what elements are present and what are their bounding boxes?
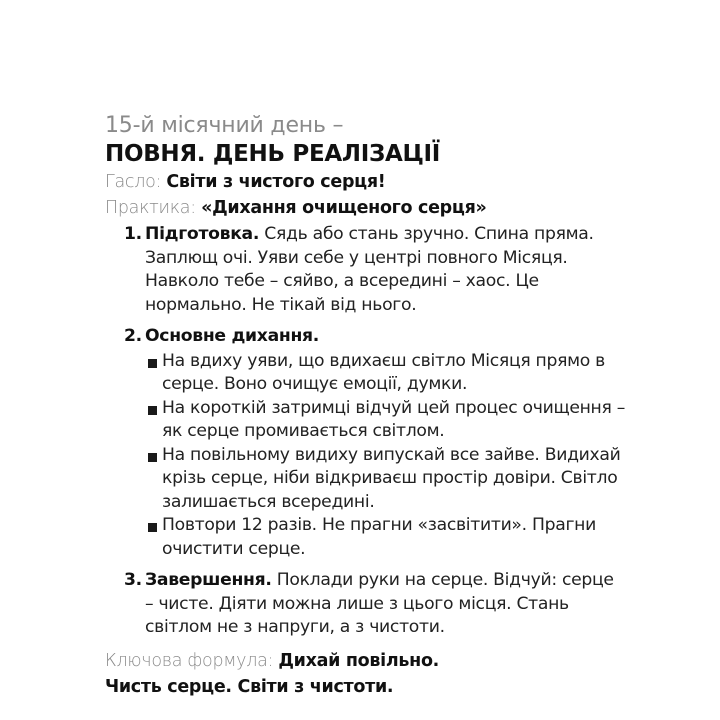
formula-line-2: Чисть серце. Світи з чистоти.: [105, 676, 394, 697]
list-item: На вдиху уяви, що вдихаєш світло Місяця прямо в серце. Воно очищує емоції, думки.: [145, 350, 625, 397]
steps-list: [105, 223, 625, 640]
step-main-breathing: [105, 325, 625, 561]
step-number: 2.: [124, 326, 142, 346]
practice-line: [105, 195, 625, 221]
step-number: 3.: [124, 570, 142, 590]
list-item: На короткій затримці відчуй цей процес очищення – як серце промивається світлом.: [145, 397, 625, 444]
step-title: Основне дихання.: [145, 326, 319, 346]
square-bullet-icon: [148, 406, 157, 415]
step-text: Поклади руки на серце. Відчуй: серце – чисте. Діяти можна лише з цього місця. Стань світлом не з напруги, а з чистоти.: [145, 570, 614, 637]
square-bullet-icon: [148, 453, 157, 462]
breathing-bullets: [145, 350, 625, 562]
step-title: Підготовка.: [145, 224, 260, 244]
list-item: Повтори 12 разів. Не прагни «засвітити». Прагни очистити серце.: [145, 514, 625, 561]
step-preparation: [105, 223, 625, 317]
step-number: 1.: [124, 224, 142, 244]
page-content: [105, 112, 625, 700]
practice-label: Практика:: [105, 198, 196, 218]
formula-label: Ключова формула:: [105, 650, 274, 671]
square-bullet-icon: [148, 523, 157, 532]
page-title: ПОВНЯ. ДЕНЬ РЕАЛІЗАЦІЇ: [105, 141, 441, 167]
lunar-day-heading: 15-й місячний день –: [105, 113, 344, 138]
practice-text: «Дихання очищеного серця»: [201, 198, 487, 218]
key-formula: [105, 648, 625, 674]
step-text: Сядь або стань зручно. Спина пряма. Заплющ очі. Уяви себе у центрі повного Місяця. Навколо тебе – сяйво, а всередині – хаос. Це нормально. Не тікай від нього.: [145, 224, 594, 315]
motto-text: Світи з чистого серця!: [166, 172, 386, 192]
step-completion: [105, 569, 625, 640]
square-bullet-icon: [148, 359, 157, 368]
motto-line: [105, 169, 625, 195]
step-title: Завершення.: [145, 570, 272, 590]
key-formula-continued: [105, 674, 625, 700]
list-item: На повільному видиху випускай все зайве. Видихай крізь серце, ніби відкриваєш простір довіри. Світло залишається всередині.: [145, 444, 625, 515]
formula-line-1: Дихай повільно.: [278, 650, 440, 671]
motto-label: Гасло:: [105, 172, 162, 192]
